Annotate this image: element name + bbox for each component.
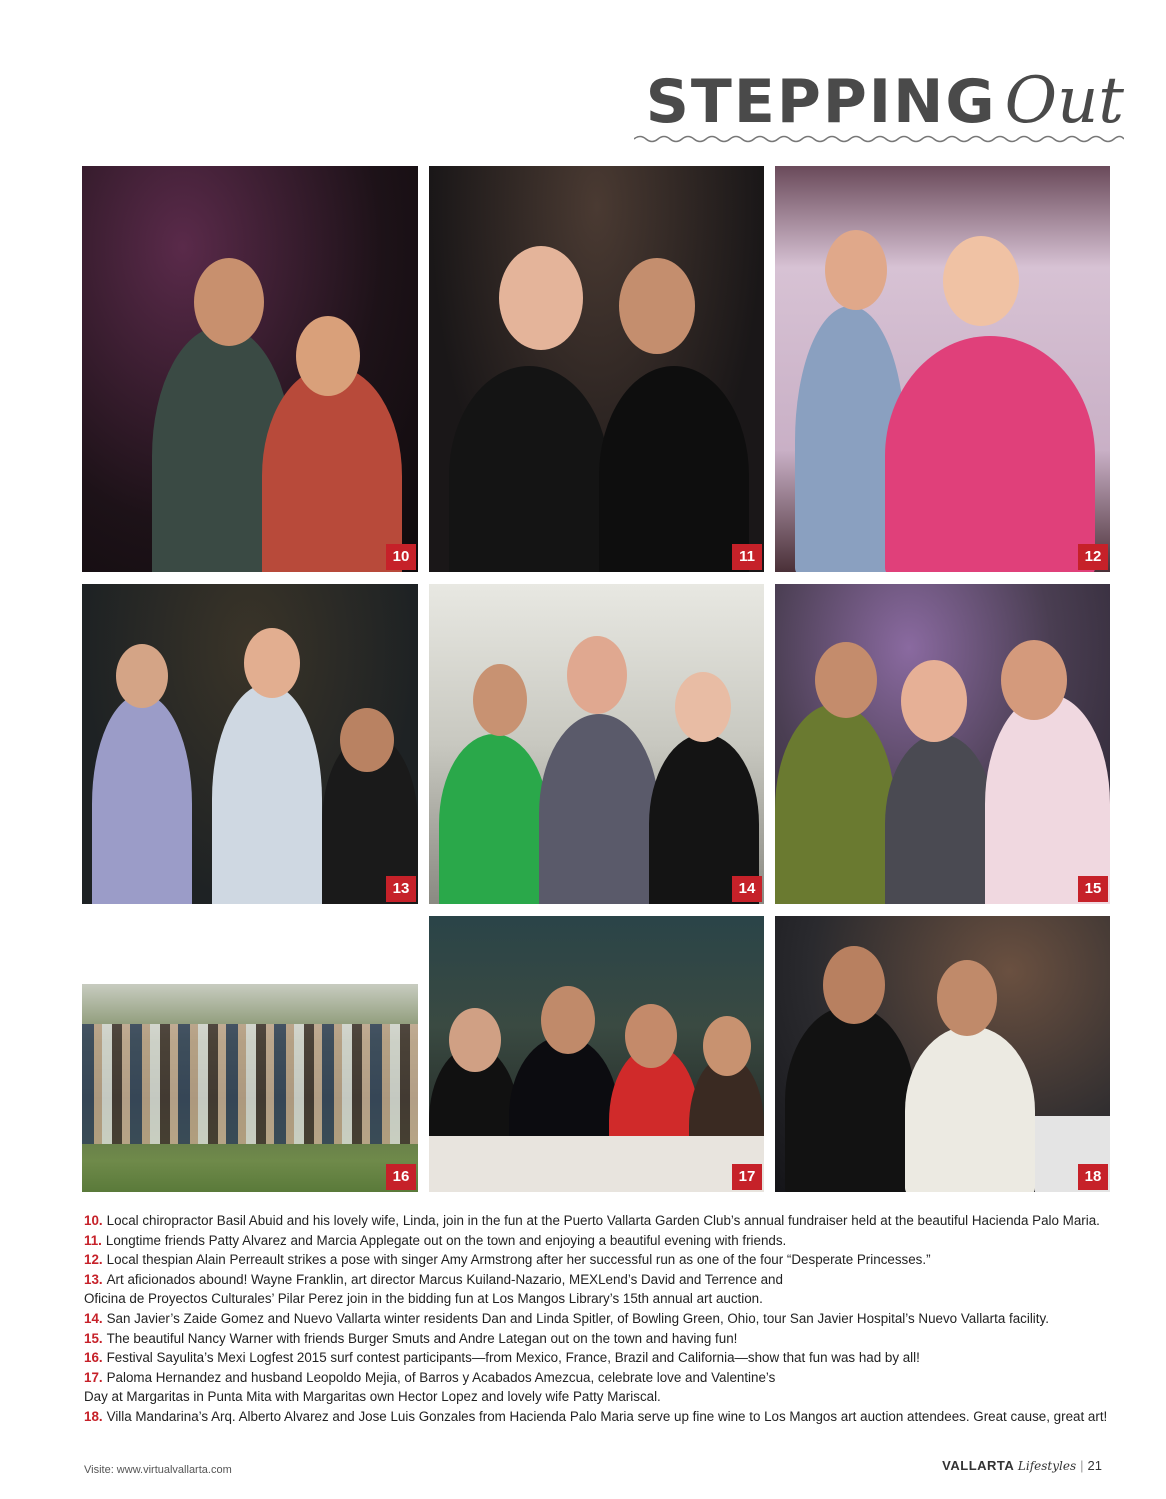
photo-number: 11 <box>732 544 762 570</box>
photo-13 <box>82 584 418 904</box>
photo-number: 12 <box>1078 544 1108 570</box>
photo-number: 14 <box>732 876 762 902</box>
photo-11 <box>429 166 764 572</box>
page-number: 21 <box>1087 1458 1102 1473</box>
caption-17: 17. Paloma Hernandez and husband Leopoldo Mejia, of Barros y Acabados Amezcua, celebrate love and Valentine’s Day at Margaritas in Punta Mita with Margaritas own Hector Lopez and lovely wife Patty Mariscal. <box>84 1369 776 1405</box>
photo-16 <box>82 984 418 1192</box>
caption-13: 13. Art aficionados abound! Wayne Franklin, art director Marcus Kuiland-Nazario, MEXLend’s David and Terrence and Oficina de Proyectos Culturales’ Pilar Perez join in the bidding fun at Los Mangos Library’s 15th annual art auction. <box>84 1271 783 1307</box>
page-title <box>646 64 1124 138</box>
footer-separator: | <box>1080 1458 1084 1473</box>
photo-15 <box>775 584 1110 904</box>
caption-12: 12. Local thespian Alain Perreault strikes a pose with singer Amy Armstrong after her successful run as one of the four “Desperate Princesses.” <box>84 1252 931 1268</box>
title-script: Out <box>1004 64 1124 138</box>
wavy-divider <box>634 134 1124 144</box>
caption-14: 14. San Javier’s Zaide Gomez and Nuevo Vallarta winter residents Dan and Linda Spitler, of Bowling Green, Ohio, tour San Javier Hospital’s Nuevo Vallarta facility. <box>84 1310 1049 1326</box>
photo-12 <box>775 166 1110 572</box>
photo-number: 16 <box>386 1164 416 1190</box>
caption-15: 15. The beautiful Nancy Warner with friends Burger Smuts and Andre Lategan out on the town and having fun! <box>84 1330 738 1346</box>
photo-number: 13 <box>386 876 416 902</box>
caption-11: 11. Longtime friends Patty Alvarez and Marcia Applegate out on the town and enjoying a beautiful evening with friends. <box>84 1232 787 1248</box>
footer-brand <box>942 1458 1102 1473</box>
caption-10: 10. Local chiropractor Basil Abuid and his lovely wife, Linda, join in the fun at the Puerto Vallarta Garden Club’s annual fundraiser held at the beautiful Hacienda Palo Maria. <box>84 1213 1100 1228</box>
footer-website: Visite: www.virtualvallarta.com <box>84 1464 232 1476</box>
title-main: STEPPING <box>645 67 997 137</box>
photo-17 <box>429 916 764 1192</box>
caption-18: 18. Villa Mandarina’s Arq. Alberto Alvarez and Jose Luis Gonzales from Hacienda Palo Maria serve up fine wine to Los Mangos art auction attendees. Great cause, great art! <box>84 1408 1108 1424</box>
brand-script: Lifestyles <box>1017 1459 1077 1473</box>
photo-number: 10 <box>386 544 416 570</box>
photo-number: 15 <box>1078 876 1108 902</box>
brand-name: VALLARTA <box>942 1458 1015 1473</box>
photo-10 <box>82 166 418 572</box>
photo-number: 18 <box>1078 1164 1108 1190</box>
captions <box>84 1211 1124 1427</box>
photo-14 <box>429 584 764 904</box>
caption-16: 16. Festival Sayulita’s Mexi Logfest 2015 surf contest participants—from Mexico, France, Brazil and California—show that fun was had by all! <box>84 1350 920 1366</box>
photo-number: 17 <box>732 1164 762 1190</box>
photo-18 <box>775 916 1110 1192</box>
